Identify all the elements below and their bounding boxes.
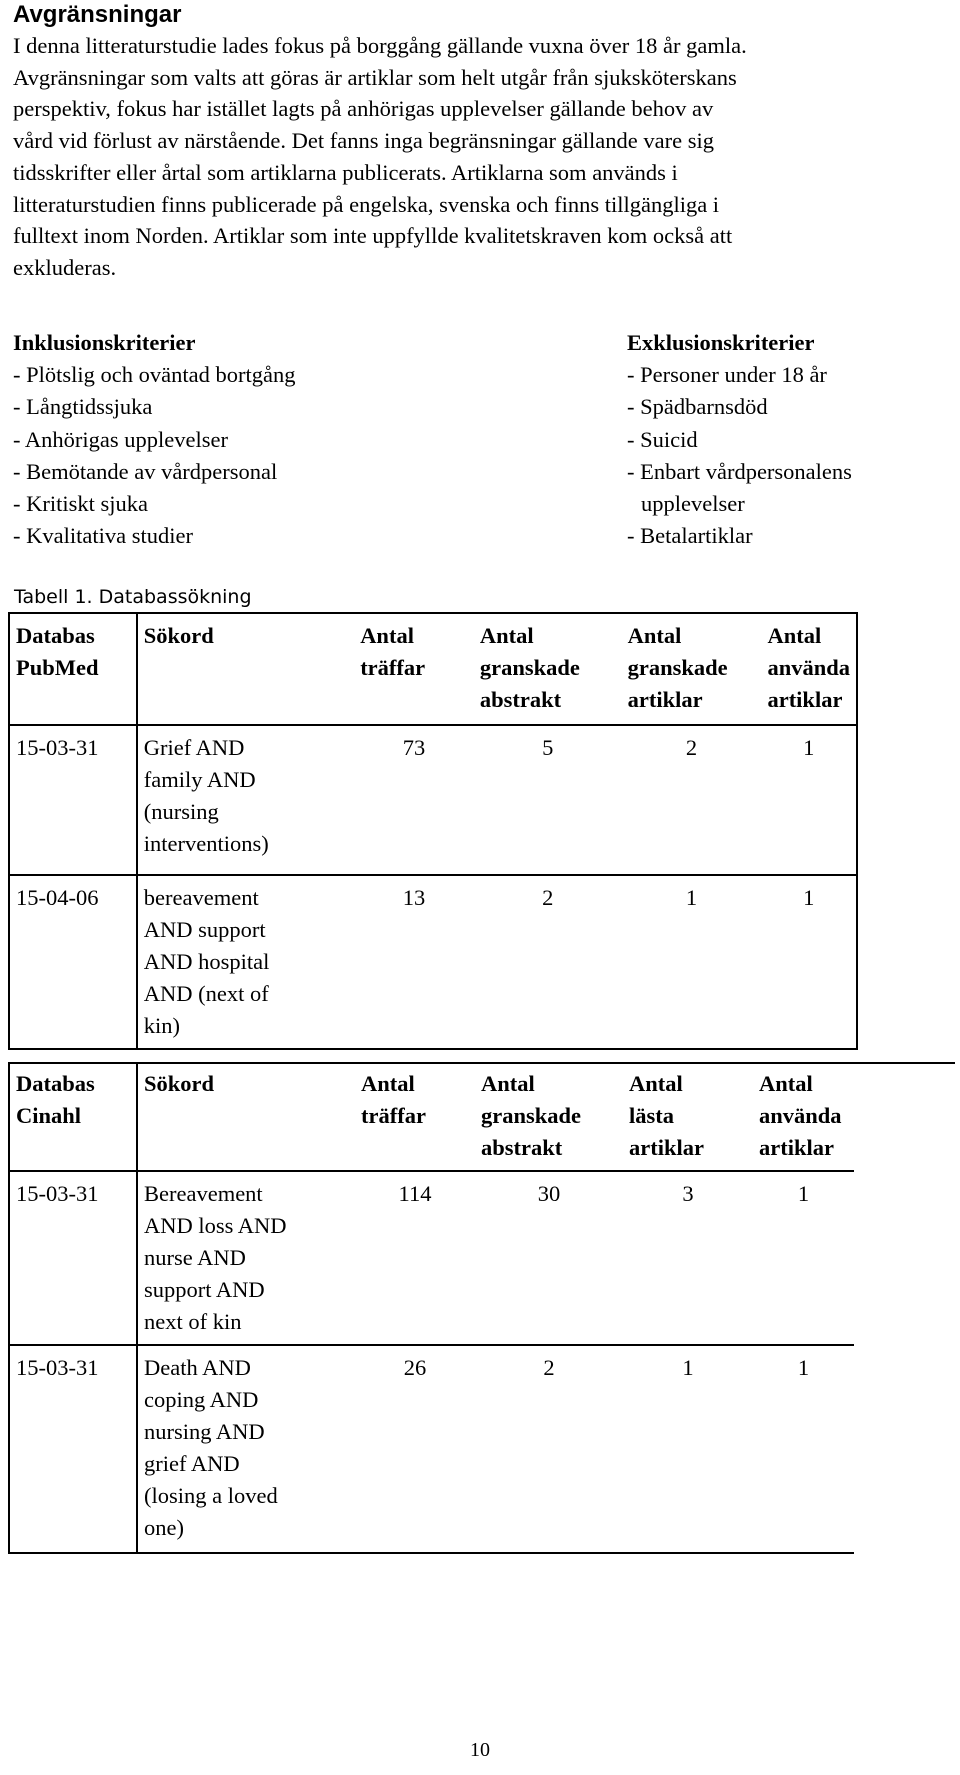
header-used-line: Antal (767, 623, 822, 648)
body-line: perspektiv, fokus har istället lagts på anhörigas upplevelser gällande behov av (13, 96, 714, 122)
header-hits-line: Antal (360, 623, 414, 648)
header-abstracts-line: granskade (479, 655, 580, 680)
header-hits (355, 1062, 475, 1171)
term-line: AND hospital (143, 949, 270, 974)
header-used-line: Antal (759, 1071, 813, 1096)
page-number: 10 (470, 1739, 490, 1761)
header-database-line: Cinahl (16, 1103, 82, 1128)
cell-abstracts: 2 (543, 1355, 555, 1380)
exclusion-item: - Betalartiklar (627, 523, 753, 549)
exclusion-item: - Enbart vårdpersonalens (627, 458, 852, 484)
cell-used: 1 (753, 1171, 854, 1345)
cell-search-terms (137, 1171, 355, 1345)
cell-abstracts: 30 (475, 1171, 623, 1345)
cell-hits: 13 (402, 885, 426, 910)
section-heading: Avgränsningar (13, 1, 182, 28)
header-articles-line: granskade (627, 655, 728, 680)
table-caption: Tabell 1. Databassökning (14, 586, 252, 608)
body-line: exkluderas. (13, 254, 117, 280)
cell-search-terms (137, 725, 354, 875)
exclusion-title: Exklusionskriterier (627, 330, 815, 355)
term-line: AND support (143, 917, 266, 942)
header-search-terms: Sökord (137, 613, 354, 725)
header-articles-line: Antal (627, 623, 682, 648)
term-line: coping AND (144, 1387, 259, 1412)
cell-used: 1 (803, 885, 815, 910)
term-line: (nursing (143, 799, 219, 824)
inclusion-item: - Kritiskt sjuka (13, 491, 148, 517)
header-abstracts-line: abstrakt (479, 687, 562, 712)
body-line: fulltext inom Norden. Artiklar som inte uppfyllde kvalitetskraven kom också att (13, 223, 733, 249)
header-used-line: artiklar (759, 1135, 834, 1160)
header-abstracts-line: Antal (481, 1071, 535, 1096)
term-line: next of kin (144, 1309, 242, 1334)
header-articles-line: artiklar (629, 1135, 704, 1160)
header-abstracts (475, 1062, 623, 1171)
exclusion-criteria (627, 327, 852, 552)
term-line: grief AND (144, 1451, 240, 1476)
header-hits-line: träffar (360, 655, 426, 680)
header-hits-line: träffar (361, 1103, 426, 1128)
header-articles (623, 1062, 753, 1171)
term-line: Bereavement (144, 1181, 263, 1206)
term-line: Grief AND (143, 735, 245, 760)
inclusion-criteria (13, 327, 295, 552)
body-line: tidsskrifter eller årtal som artiklarna publicerats. Artiklarna som används i (13, 159, 678, 185)
header-abstracts (474, 613, 622, 725)
section-body (13, 30, 948, 284)
cell-search-terms (137, 875, 354, 1049)
header-used-line: använda (767, 655, 850, 680)
header-database-line: Databas (16, 623, 95, 648)
header-articles-line: Antal (629, 1071, 683, 1096)
exclusion-item: - Personer under 18 år (627, 362, 827, 388)
cell-date: 15-03-31 (9, 1171, 137, 1345)
term-line: (losing a loved (144, 1483, 278, 1508)
inclusion-item: - Bemötande av vårdpersonal (13, 458, 278, 484)
term-line: bereavement (143, 885, 259, 910)
term-line: Death AND (144, 1355, 251, 1380)
inclusion-item: - Anhörigas upplevelser (13, 426, 228, 452)
cell-hits: 114 (355, 1171, 475, 1345)
inclusion-title: Inklusionskriterier (13, 330, 196, 355)
body-line: Avgränsningar som valts att göras är artiklar som helt utgår från sjuksköterskans (13, 64, 737, 90)
inclusion-item: - Plötslig och oväntad bortgång (13, 362, 296, 388)
header-used-line: artiklar (767, 687, 843, 712)
inclusion-item: - Kvalitativa studier (13, 523, 193, 549)
header-abstracts-line: abstrakt (481, 1135, 563, 1160)
header-used (761, 613, 857, 725)
inclusion-item: - Långtidssjuka (13, 394, 153, 420)
pubmed-search-table (8, 612, 858, 1050)
cell-search-terms (137, 1345, 355, 1553)
term-line: family AND (143, 767, 256, 792)
term-line: nurse AND (144, 1245, 246, 1270)
exclusion-item: - Suicid (627, 426, 698, 452)
cell-abstracts: 2 (542, 885, 554, 910)
table-header-row (9, 613, 857, 725)
cell-date: 15-04-06 (9, 875, 137, 1049)
cell-articles: 2 (622, 725, 762, 875)
header-database (9, 613, 137, 725)
term-line: one) (144, 1515, 184, 1540)
header-abstracts-line: granskade (481, 1103, 582, 1128)
table-header-row (9, 1062, 854, 1171)
header-abstracts-line: Antal (479, 623, 534, 648)
body-line: litteraturstudien finns publicerade på engelska, svenska och finns tillgängliga i (13, 191, 720, 217)
header-database (9, 1062, 137, 1171)
cell-date: 15-03-31 (9, 725, 137, 875)
body-line: I denna litteraturstudie lades fokus på borggång gällande vuxna över 18 år gamla. (13, 33, 747, 58)
header-database-line: Databas (16, 1071, 95, 1096)
term-line: nursing AND (144, 1419, 265, 1444)
table-row (9, 1171, 854, 1345)
cell-used: 1 (761, 725, 857, 875)
header-articles (622, 613, 762, 725)
term-line: interventions) (143, 831, 269, 856)
cinahl-search-table (8, 1062, 854, 1554)
term-line: AND (next of (143, 981, 269, 1006)
header-database-line: PubMed (16, 655, 99, 680)
cell-date: 15-03-31 (9, 1345, 137, 1553)
cell-hits: 26 (403, 1355, 427, 1380)
header-used-line: använda (759, 1103, 842, 1128)
table-row (9, 1345, 854, 1553)
header-articles-line: lästa (629, 1103, 674, 1128)
cell-hits: 73 (354, 725, 474, 875)
body-line: vård vid förlust av närstående. Det fanns inga begränsningar gällande vare sig (13, 128, 715, 154)
term-line: AND loss AND (144, 1213, 287, 1238)
header-used (753, 1062, 854, 1171)
header-hits (354, 613, 474, 725)
cell-articles: 3 (623, 1171, 753, 1345)
exclusion-item: - Spädbarnsdöd (627, 394, 768, 420)
header-articles-line: artiklar (627, 687, 703, 712)
header-hits-line: Antal (361, 1071, 415, 1096)
cell-used: 1 (797, 1355, 810, 1380)
table-row (9, 875, 857, 1049)
cell-articles: 1 (685, 885, 698, 910)
table-row (9, 725, 857, 875)
term-line: support AND (144, 1277, 265, 1302)
term-line: kin) (143, 1013, 181, 1038)
cell-articles: 1 (682, 1355, 694, 1380)
exclusion-item: upplevelser (641, 491, 745, 517)
cell-abstracts: 5 (474, 725, 622, 875)
header-search-terms: Sökord (137, 1062, 355, 1171)
